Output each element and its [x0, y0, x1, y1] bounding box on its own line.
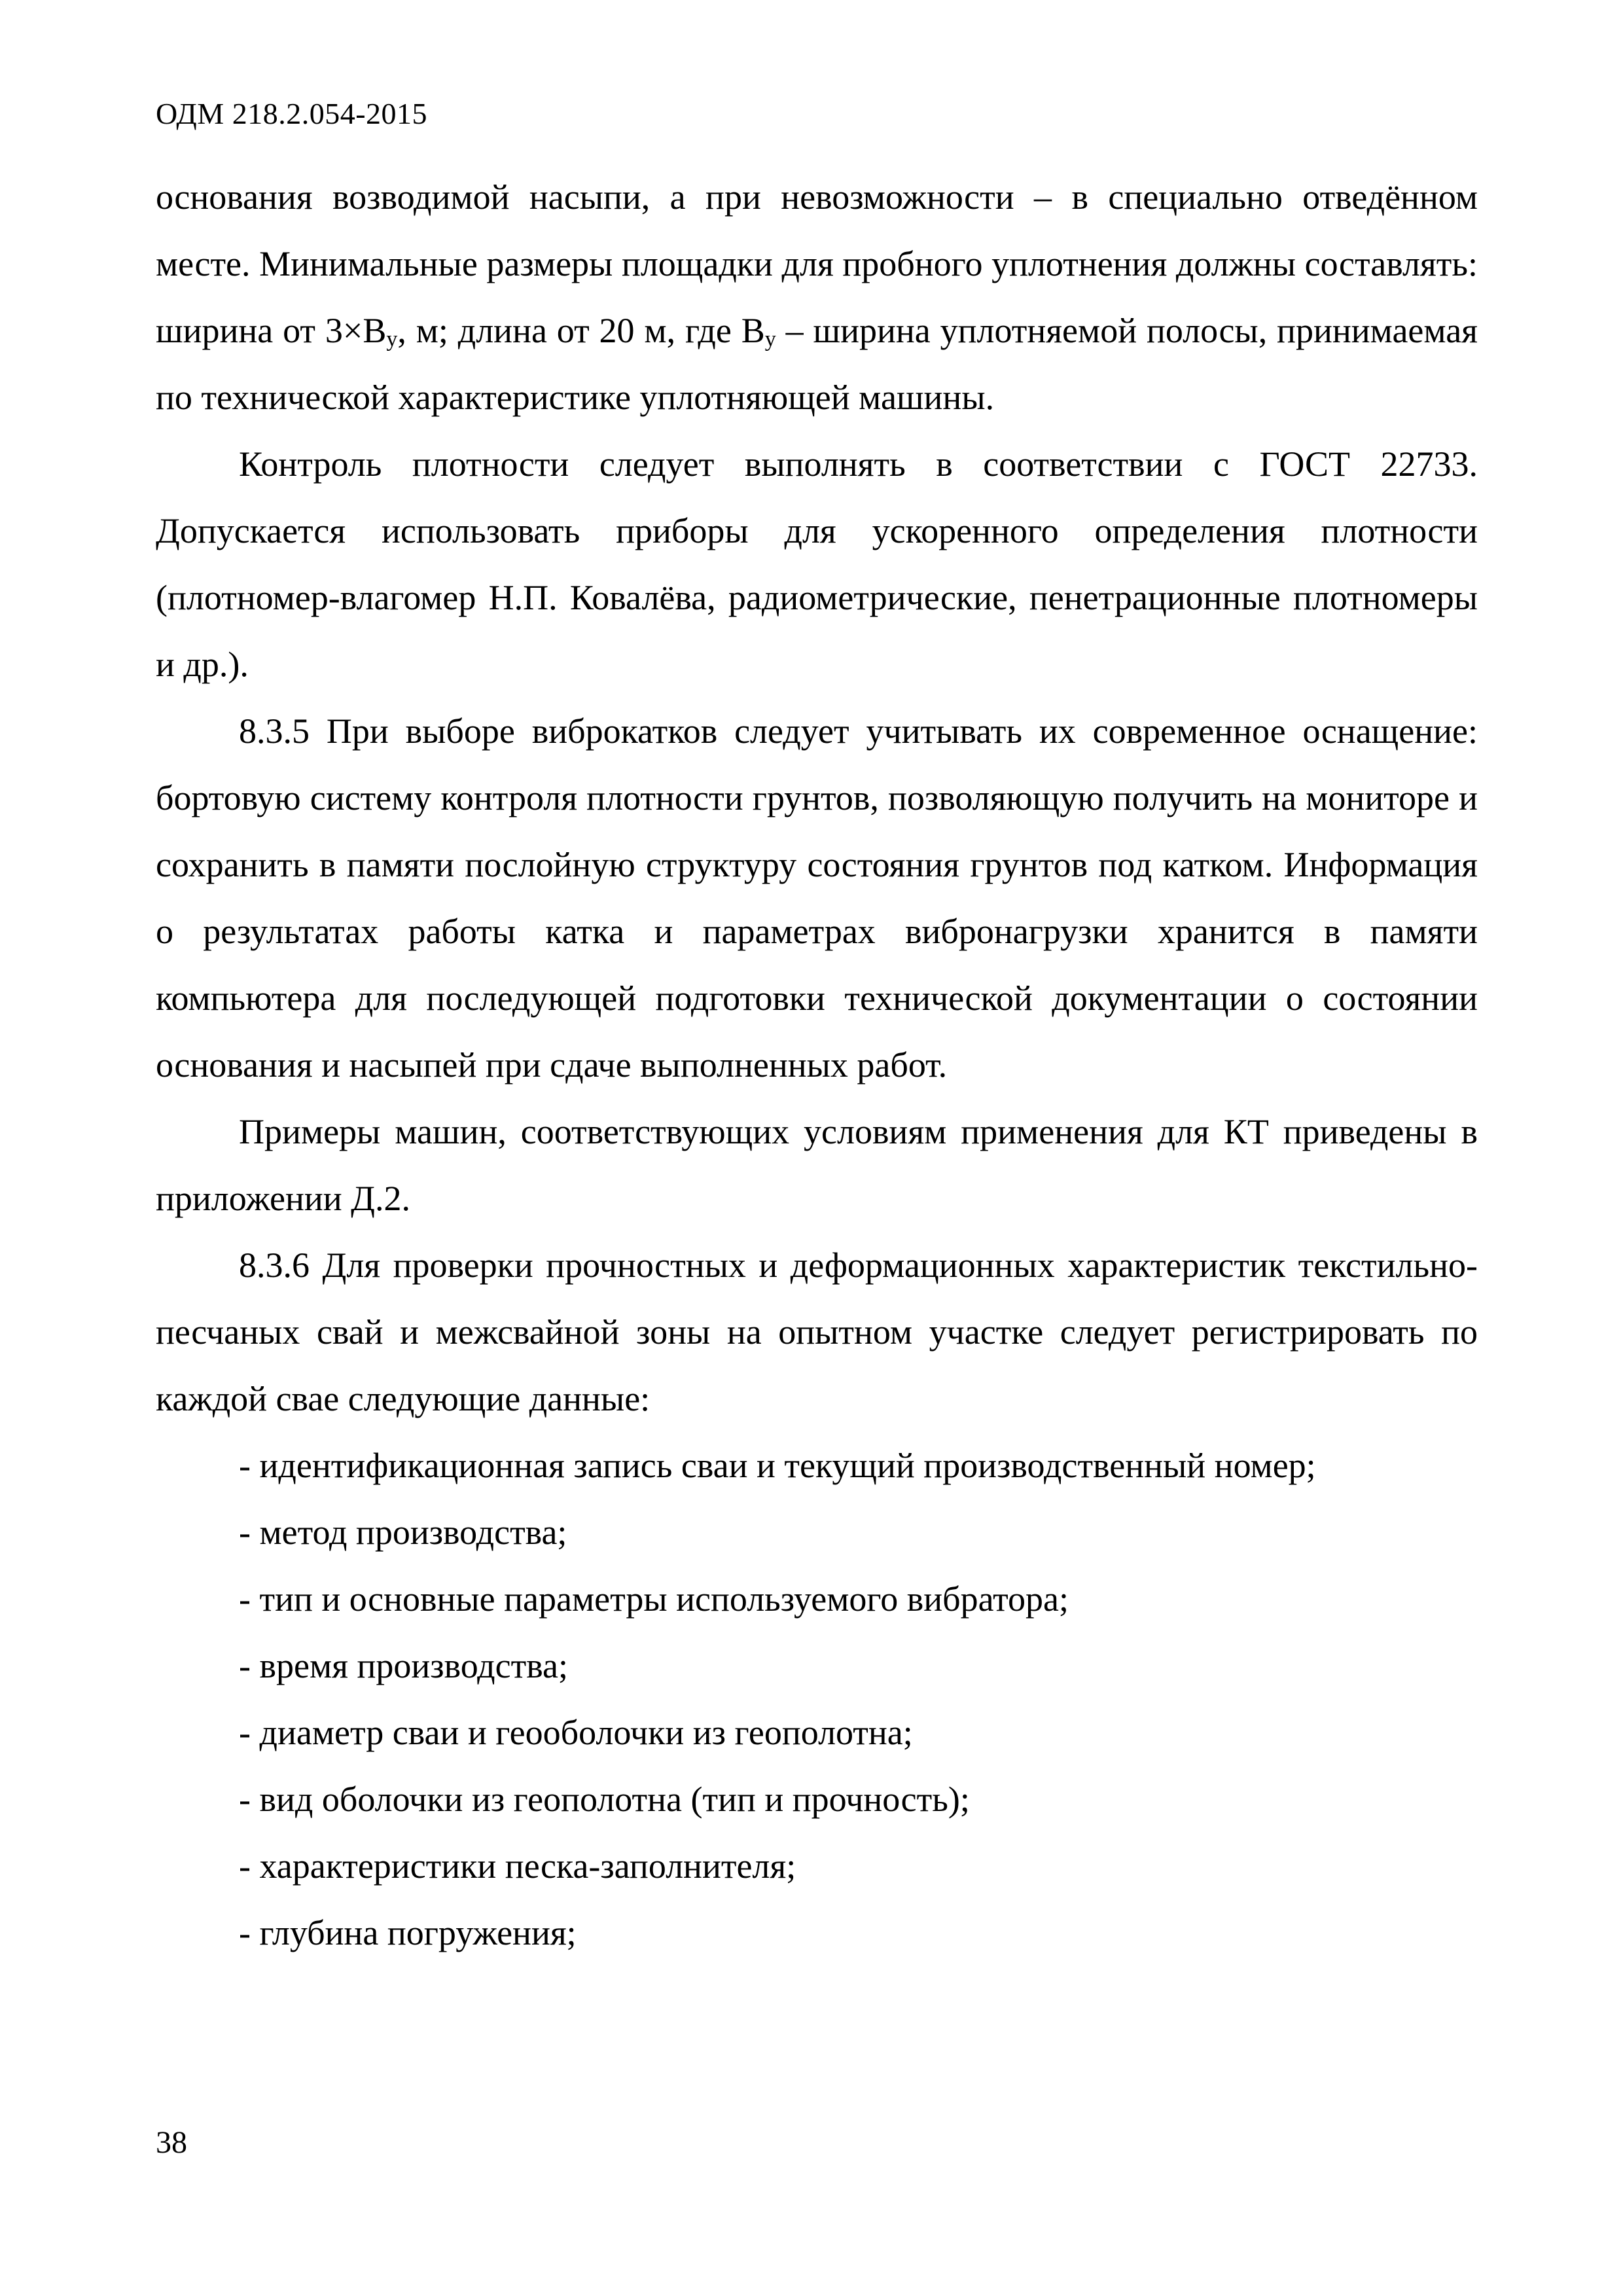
page-number: 38: [156, 2125, 187, 2160]
document-code-header: ОДМ 218.2.054-2015: [156, 97, 428, 130]
list-item: - идентификационная запись сваи и текущий производственный номер;: [239, 1446, 1316, 1485]
paragraph-8-3-5: 8.3.5 При выборе виброкатков следует учитывать их современное оснащение: бортовую систему контроля плотности грунтов, позволяющую получить на мониторе и сохранить в памяти послойную структуру состояния грунтов под катком. Информация о результатах работы катка и параметрах вибронагрузки хранится в памяти компьютера для последующей подготовки технической документации о состоянии основания и насыпей при сдаче выполненных работ.: [156, 711, 1478, 1085]
pile-data-list: [156, 1432, 1478, 1966]
paragraph-8-3-6: 8.3.6 Для проверки прочностных и деформационных характеристик текстильно-песчаных свай и межсвайной зоны на опытном участке следует регистрировать по каждой свае следующие данные:: [156, 1246, 1478, 1418]
list-item: - тип и основные параметры используемого вибратора;: [239, 1579, 1069, 1619]
list-item: - вид оболочки из геополотна (тип и прочность);: [239, 1780, 970, 1819]
subscript-y: у: [764, 327, 776, 351]
list-item: - характеристики песка-заполнителя;: [239, 1846, 796, 1886]
document-body: [156, 164, 1478, 1966]
paragraph-compaction-site: [156, 164, 1478, 431]
list-item: - глубина погружения;: [239, 1913, 577, 1952]
list-item: - время производства;: [239, 1646, 568, 1685]
paragraph-text: основания возводимой насыпи, а при невозможности – в специально отведённом месте. Минимальные размеры площадки для пробного уплотнения должны составлять: ширина от 3×В: [156, 177, 1478, 350]
list-item: - диаметр сваи и геооболочки из геополотна;: [239, 1713, 913, 1752]
paragraph-density-control: Контроль плотности следует выполнять в соответствии с ГОСТ 22733. Допускается использовать приборы для ускоренного определения плотности (плотномер-влагомер Н.П. Ковалёва, радиометрические, пенетрационные плотномеры и др.).: [156, 444, 1478, 684]
list-item: - метод производства;: [239, 1513, 567, 1552]
subscript-y: у: [386, 327, 398, 351]
paragraph-text: , м; длина от 20 м, где В: [397, 311, 765, 350]
paragraph-text: – ширина уплотняемой полосы, принимаемая по технической характеристике уплотняющей машины.: [156, 311, 1478, 417]
paragraph-machine-examples: Примеры машин, соответствующих условиям применения для КТ приведены в приложении Д.2.: [156, 1112, 1478, 1218]
